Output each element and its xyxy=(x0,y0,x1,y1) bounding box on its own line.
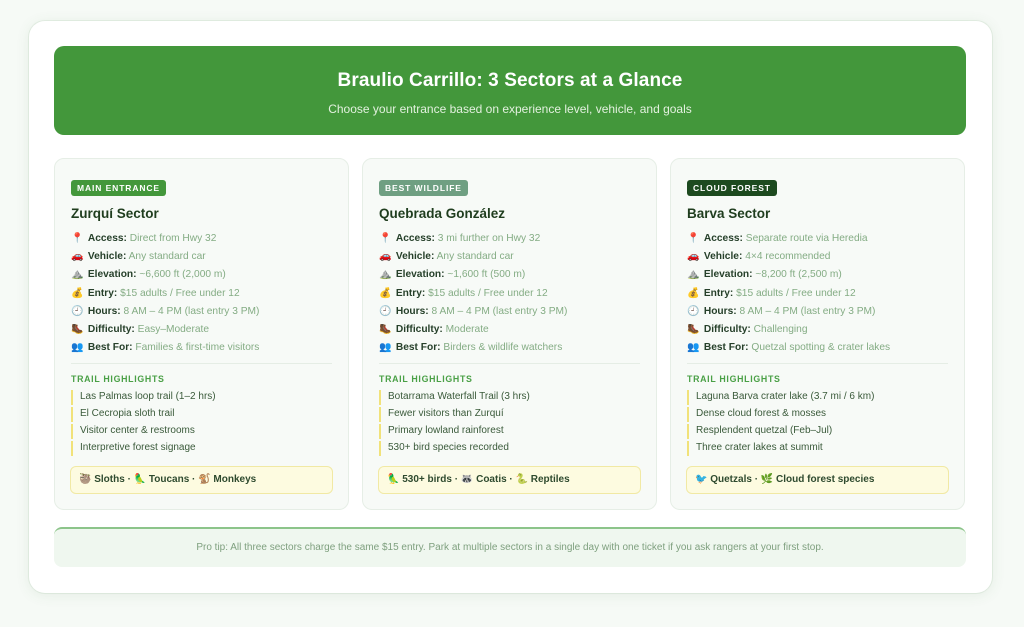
trail-list xyxy=(687,390,948,456)
divider xyxy=(71,363,332,364)
clock-icon: 🕘 xyxy=(379,305,392,317)
pin-icon: 📍 xyxy=(379,233,392,244)
trail-item: Three crater lakes at summit xyxy=(687,441,948,456)
fact-best-for: 👥 Best For: Families & first-time visitors xyxy=(71,339,332,357)
trail-highlights-heading: TRAIL HIGHLIGHTS xyxy=(687,374,781,385)
mountain-icon: ⛰️ xyxy=(71,269,84,281)
page-title: Braulio Carrillo: 3 Sectors at a Glance xyxy=(337,70,683,91)
fact-difficulty: 🥾 Difficulty: Challenging xyxy=(687,321,948,339)
mountain-icon: ⛰️ xyxy=(379,269,392,281)
fact-access: 📍 Access: Direct from Hwy 32 xyxy=(71,230,332,248)
trail-list xyxy=(379,390,640,456)
trail-item: Resplendent quetzal (Feb–Jul) xyxy=(687,424,948,439)
people-icon: 👥 xyxy=(379,342,392,354)
hiking-boot-icon: 🥾 xyxy=(71,323,84,335)
fact-best-for: 👥 Best For: Quetzal spotting & crater lakes xyxy=(687,339,948,357)
trail-item: Dense cloud forest & mosses xyxy=(687,407,948,422)
mountain-icon: ⛰️ xyxy=(687,269,700,281)
fact-vehicle: 🚗 Vehicle: Any standard car xyxy=(379,248,640,266)
fact-entry: 💰 Entry: $15 adults / Free under 12 xyxy=(379,285,640,303)
clock-icon: 🕘 xyxy=(71,305,84,317)
fact-hours: 🕘 Hours: 8 AM – 4 PM (last entry 3 PM) xyxy=(687,303,948,321)
fact-difficulty: 🥾 Difficulty: Moderate xyxy=(379,321,640,339)
sector-card-quebrada-gonzalez xyxy=(362,158,657,510)
trail-highlights-heading: TRAIL HIGHLIGHTS xyxy=(71,374,165,385)
trail-item: Interpretive forest signage xyxy=(71,441,332,456)
sector-name: Zurquí Sector xyxy=(71,206,159,221)
fact-access: 📍 Access: 3 mi further on Hwy 32 xyxy=(379,230,640,248)
trail-item: Botarrama Waterfall Trail (3 hrs) xyxy=(379,390,640,405)
fact-vehicle: 🚗 Vehicle: Any standard car xyxy=(71,248,332,266)
sector-facts xyxy=(687,230,948,357)
fact-entry: 💰 Entry: $15 adults / Free under 12 xyxy=(687,285,948,303)
wildlife-box: 🦥 Sloths · 🦜 Toucans · 🐒 Monkeys xyxy=(70,466,333,494)
trail-item: Fewer visitors than Zurquí xyxy=(379,407,640,422)
fact-entry: 💰 Entry: $15 adults / Free under 12 xyxy=(71,285,332,303)
wildlife-box: 🦜 530+ birds · 🦝 Coatis · 🐍 Reptiles xyxy=(378,466,641,494)
money-bag-icon: 💰 xyxy=(379,287,392,299)
page-container xyxy=(29,21,992,593)
wildlife-box: 🐦 Quetzals · 🌿 Cloud forest species xyxy=(686,466,949,494)
money-bag-icon: 💰 xyxy=(71,287,84,299)
car-icon: 🚗 xyxy=(71,251,84,263)
fact-difficulty: 🥾 Difficulty: Easy–Moderate xyxy=(71,321,332,339)
sector-cards xyxy=(54,158,966,510)
fact-hours: 🕘 Hours: 8 AM – 4 PM (last entry 3 PM) xyxy=(379,303,640,321)
hiking-boot-icon: 🥾 xyxy=(379,323,392,335)
sector-facts xyxy=(379,230,640,357)
sector-badge: BEST WILDLIFE xyxy=(379,180,468,196)
page-subtitle: Choose your entrance based on experience level, vehicle, and goals xyxy=(328,102,692,116)
sector-badge: MAIN ENTRANCE xyxy=(71,180,166,196)
sector-badge: CLOUD FOREST xyxy=(687,180,777,196)
car-icon: 🚗 xyxy=(379,251,392,263)
trail-item: 530+ bird species recorded xyxy=(379,441,640,456)
sector-facts xyxy=(71,230,332,357)
fact-best-for: 👥 Best For: Birders & wildlife watchers xyxy=(379,339,640,357)
people-icon: 👥 xyxy=(687,342,700,354)
fact-access: 📍 Access: Separate route via Heredia xyxy=(687,230,948,248)
fact-vehicle: 🚗 Vehicle: 4×4 recommended xyxy=(687,248,948,266)
sector-card-zurqui xyxy=(54,158,349,510)
fact-hours: 🕘 Hours: 8 AM – 4 PM (last entry 3 PM) xyxy=(71,303,332,321)
fact-elevation: ⛰️ Elevation: ~6,600 ft (2,000 m) xyxy=(71,266,332,284)
money-bag-icon: 💰 xyxy=(687,287,700,299)
trail-highlights-heading: TRAIL HIGHLIGHTS xyxy=(379,374,473,385)
sector-name: Quebrada González xyxy=(379,206,506,221)
sector-card-barva xyxy=(670,158,965,510)
divider xyxy=(687,363,948,364)
sector-name: Barva Sector xyxy=(687,206,771,221)
pin-icon: 📍 xyxy=(71,233,84,244)
fact-elevation: ⛰️ Elevation: ~8,200 ft (2,500 m) xyxy=(687,266,948,284)
pro-tip-banner: Pro tip: All three sectors charge the same $15 entry. Park at multiple sectors in a single day with one ticket if you ask rangers at your first stop. xyxy=(54,527,966,567)
car-icon: 🚗 xyxy=(687,251,700,263)
trail-list xyxy=(71,390,332,456)
header-banner xyxy=(54,46,966,135)
people-icon: 👥 xyxy=(71,342,84,354)
trail-item: Primary lowland rainforest xyxy=(379,424,640,439)
divider xyxy=(379,363,640,364)
trail-item: Visitor center & restrooms xyxy=(71,424,332,439)
fact-elevation: ⛰️ Elevation: ~1,600 ft (500 m) xyxy=(379,266,640,284)
pin-icon: 📍 xyxy=(687,233,700,244)
trail-item: El Cecropia sloth trail xyxy=(71,407,332,422)
hiking-boot-icon: 🥾 xyxy=(687,323,700,335)
trail-item: Las Palmas loop trail (1–2 hrs) xyxy=(71,390,332,405)
trail-item: Laguna Barva crater lake (3.7 mi / 6 km) xyxy=(687,390,948,405)
clock-icon: 🕘 xyxy=(687,305,700,317)
